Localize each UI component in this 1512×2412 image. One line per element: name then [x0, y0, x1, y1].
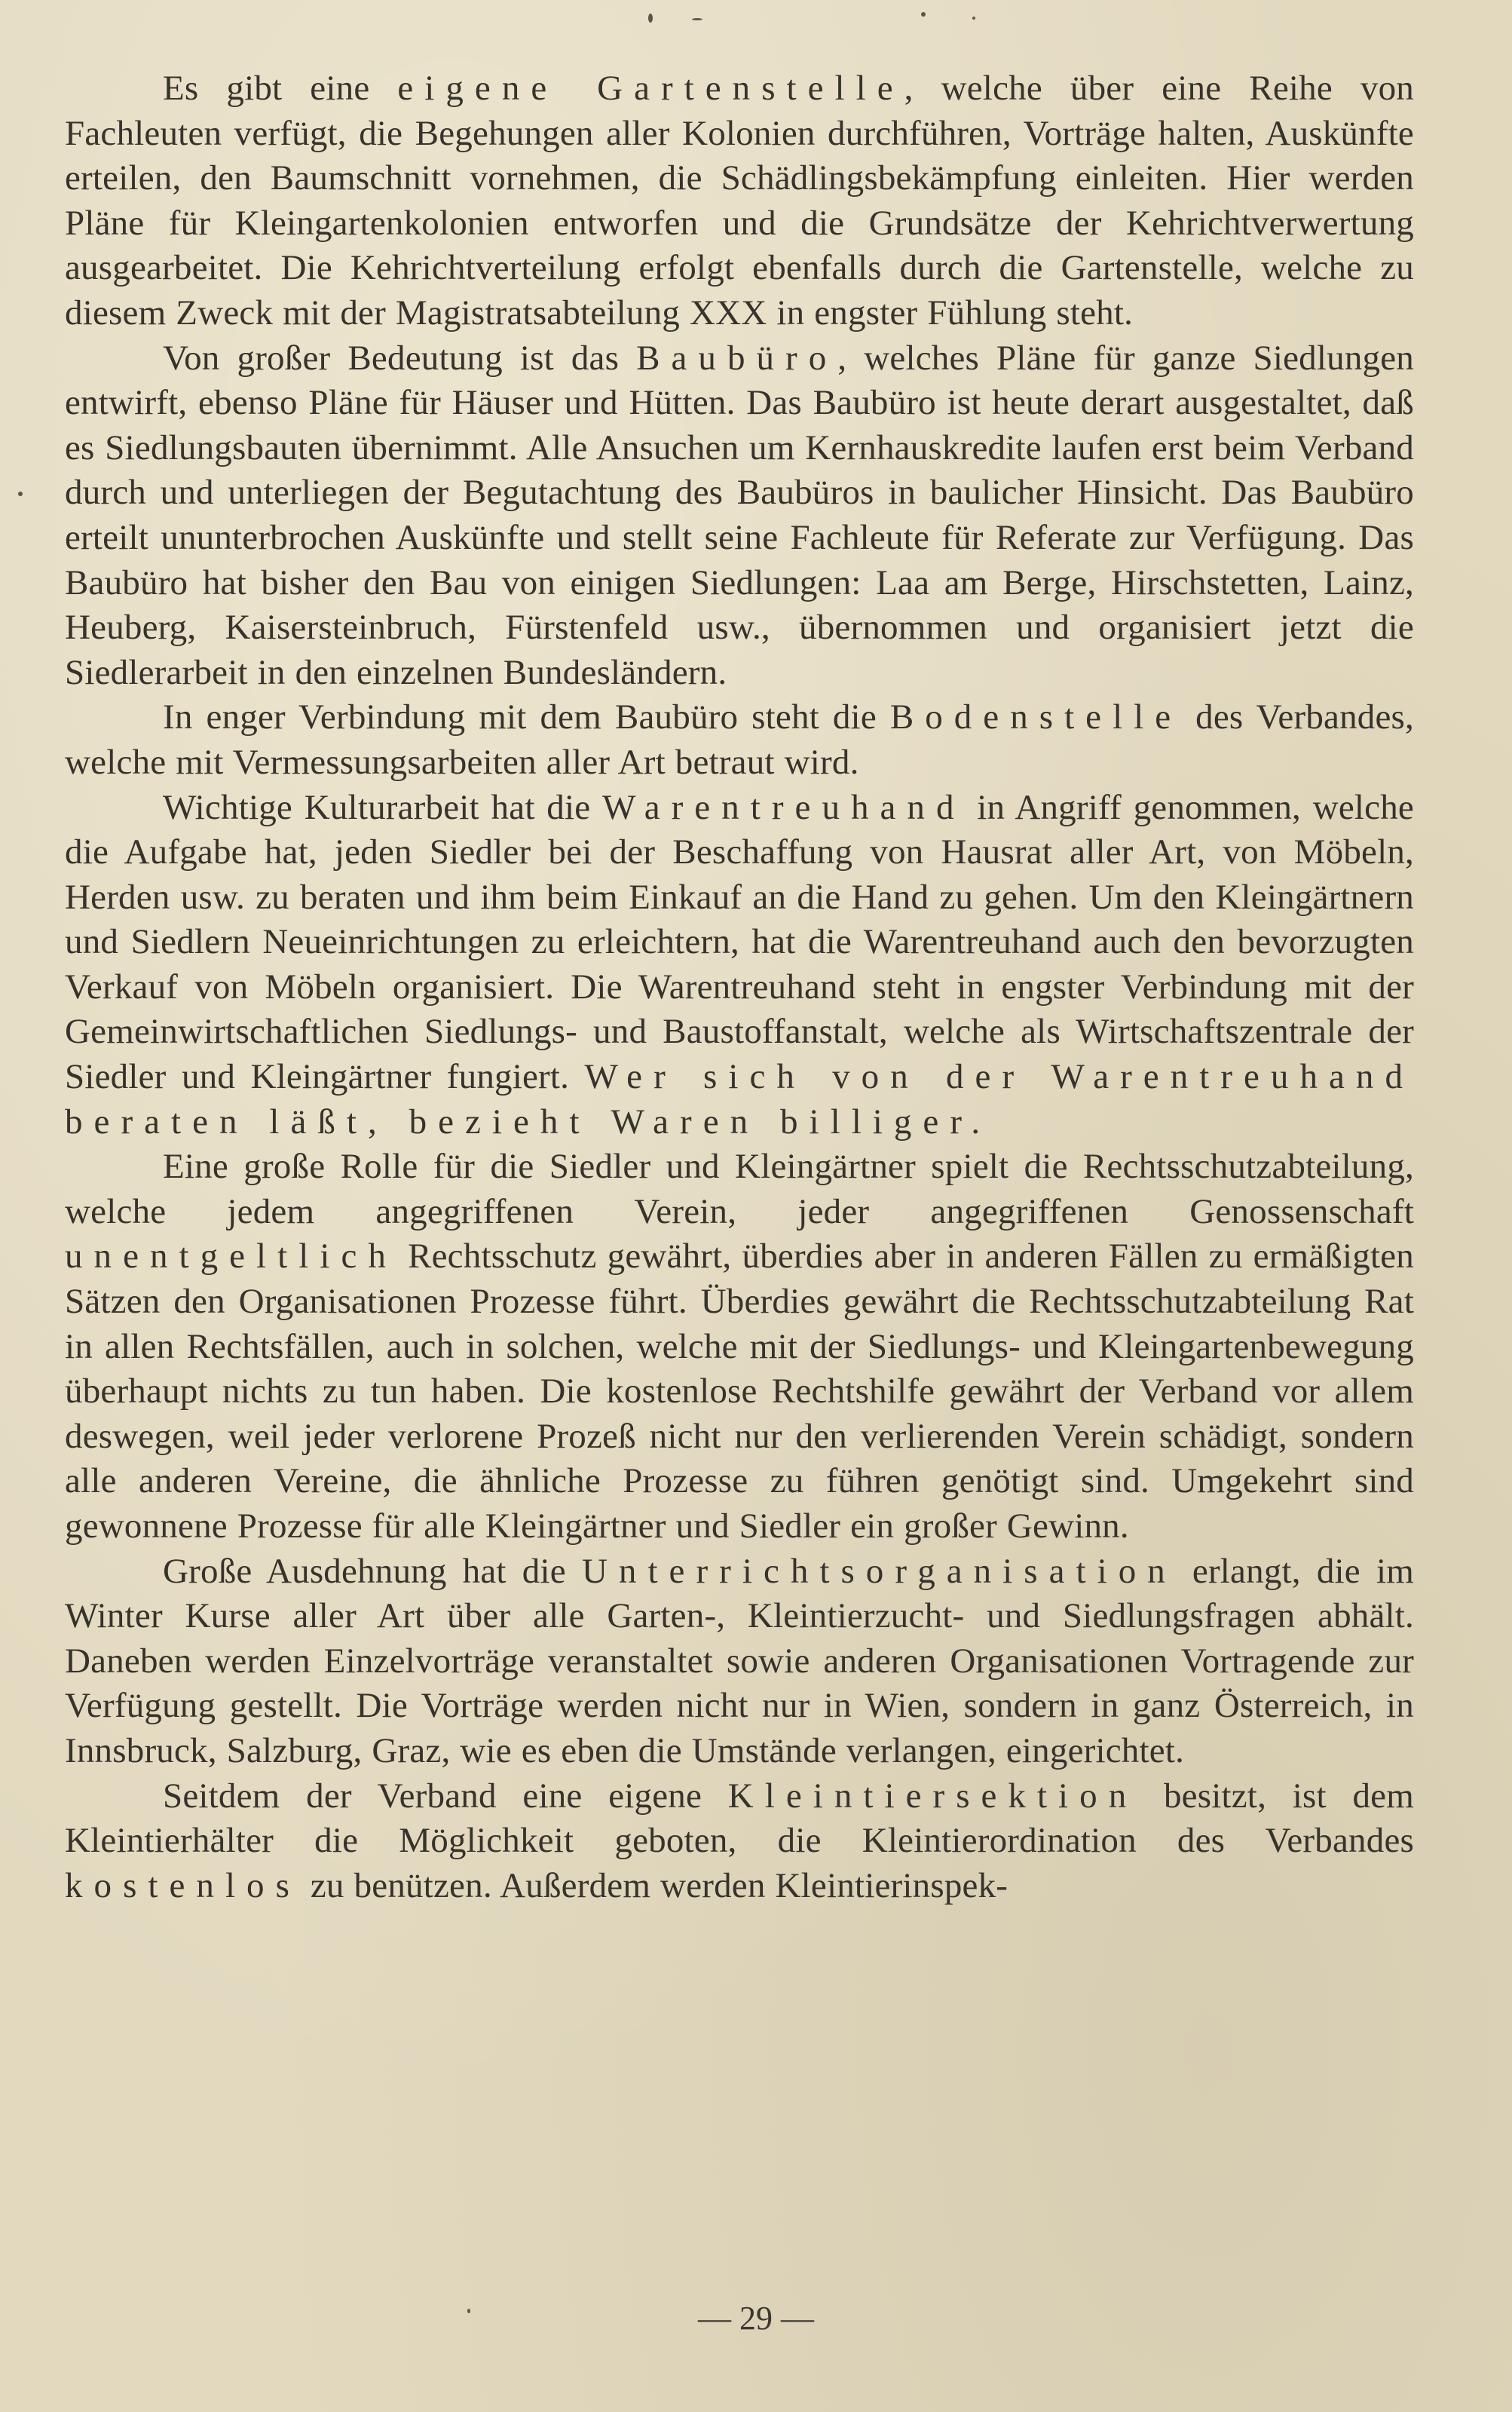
text-run: in Angriff genommen, welche die Aufgabe hat, jeden Siedler bei der Beschaffung von Hausrat aller Art, von Möbeln, Herden usw. zu beraten und ihm beim Einkauf an die Hand zu gehen. Um den Kleingärtnern und Siedlern Neueinrichtungen zu erleichtern, hat die Warentreuhand auch den bevorzugten Verkauf von Möbeln organisiert. Die Warentreuhand steht in engster Verbindung mit der Gemeinwirtschaftlichen Siedlungs- und Baustoffanstalt, welche als Wirtschaftszentrale der Siedler und Kleingärtner fungiert.: [65, 787, 1414, 1097]
text-run: , welches Pläne für ganze Siedlungen entwirft, ebenso Pläne für Häuser und Hütten. Das Baubüro ist heute derart ausgestaltet, daß es Siedlungsbauten übernimmt. Alle Ansuchen um Kernhauskredite laufen erst beim Verband durch und unterliegen der Begutachtung des Baubüros in baulicher Hinsicht. Das Baubüro erteilt ununterbrochen Auskünfte und stellt seine Fachleute für Referate zur Verfügung. Das Baubüro hat bisher den Bau von einigen Siedlungen: Laa am Berge, Hirschstetten, Lainz, Heuberg, Kaisersteinbruch, Fürstenfeld usw., übernommen und organisiert jetzt die Siedlerarbeit in den einzelnen Bundesländern.: [65, 338, 1414, 692]
text-run: Von großer Bedeutung ist das: [163, 338, 637, 378]
paragraph: [65, 786, 1414, 1145]
text-run: des Verbandes, welche mit Vermessungsarbeiten aller Art betraut wird.: [65, 697, 1414, 782]
spaced-emphasis: Baubüro: [636, 338, 838, 378]
body-text: [65, 66, 1414, 1908]
page-number: — 29 —: [698, 2300, 814, 2337]
ink-speck: [972, 17, 975, 20]
spaced-emphasis: unentgeltlich: [65, 1237, 397, 1276]
spaced-emphasis: eigene Gartenstelle: [397, 69, 904, 108]
paragraph: [65, 1774, 1414, 1909]
ink-speck: [692, 18, 702, 20]
paragraph: [65, 336, 1414, 696]
text-run: Große Ausdehnung hat die: [163, 1551, 582, 1591]
text-run: In enger Verbindung mit dem Baubüro steht die: [163, 697, 890, 737]
text-run: erlangt, die im Winter Kurse aller Art über alle Garten-, Kleintierzucht- und Siedlungsfragen abhält. Daneben werden Einzelvorträge veranstaltet sowie anderen Organisationen Vortragende zur Verfügung gestellt. Die Vorträge werden nicht nur in Wien, sondern in ganz Österreich, in Innsbruck, Salzburg, Graz, wie es eben die Umstände verlangen, eingerichtet.: [65, 1551, 1414, 1770]
ink-speck: [18, 492, 23, 496]
ink-speck: [921, 12, 926, 17]
spaced-emphasis: Kleintiersektion: [727, 1776, 1138, 1816]
spaced-emphasis: kostenlos: [65, 1865, 301, 1905]
text-run: Seitdem der Verband eine eigene: [163, 1776, 728, 1816]
text-run: Wichtige Kulturarbeit hat die: [163, 787, 603, 827]
spaced-emphasis: Warentreuhand: [602, 787, 966, 827]
spaced-emphasis: Wer sich von der Warentreuhand beraten läßt, bezieht Waren billiger.: [65, 1057, 1414, 1142]
paragraph: [65, 695, 1414, 785]
text-run: , welche über eine Reihe von Fachleuten verfügt, die Begehungen aller Kolonien durchführen, Vorträge halten, Auskünfte erteilen, den Baumschnitt vornehmen, die Schädlingsbekämpfung einleiten. Hier werden Pläne für Kleingartenkolonien entworfen und die Grundsätze der Kehrichtverwertung ausgearbeitet. Die Kehrichtverteilung erfolgt ebenfalls durch die Gartenstelle, welche zu diesem Zweck mit der Magistratsabteilung XXX in engster Fühlung steht.: [65, 69, 1414, 333]
spaced-emphasis: Unterrichtsorganisation: [581, 1551, 1177, 1591]
paragraph: [65, 1549, 1414, 1774]
paragraph: [65, 66, 1414, 336]
spaced-emphasis: Bodenstelle: [889, 697, 1183, 737]
text-run: Rechtsschutz gewährt, überdies aber in anderen Fällen zu ermäßigten Sätzen den Organisationen Prozesse führt. Überdies gewährt die Rechtsschutzabteilung Rat in allen Rechtsfällen, auch in solchen, welche mit der Siedlungs- und Kleingartenbewegung überhaupt nichts zu tun haben. Die kostenlose Rechtshilfe gewährt der Verband vor allem deswegen, weil jeder verlorene Prozeß nicht nur den verlierenden Verein schädigt, sondern alle anderen Vereine, die ähnliche Prozesse zu führen genötigt sind. Umgekehrt sind gewonnene Prozesse für alle Kleingärtner und Siedler ein großer Gewinn.: [65, 1237, 1414, 1546]
text-run: zu benützen. Außerdem werden Kleintierinspek-: [300, 1865, 1009, 1905]
text-run: Es gibt eine: [163, 69, 398, 108]
paragraph: [65, 1145, 1414, 1549]
ink-speck: [648, 14, 653, 23]
text-run: Eine große Rolle für die Siedler und Kleingärtner spielt die Rechtsschutzabteilung, welche jedem angegriffenen Verein, jeder angegriffenen Genossenschaft: [65, 1147, 1414, 1231]
text-run: besitzt, ist dem Kleintierhälter die Möglichkeit geboten, die Kleintierordination des Verbandes: [65, 1776, 1415, 1861]
